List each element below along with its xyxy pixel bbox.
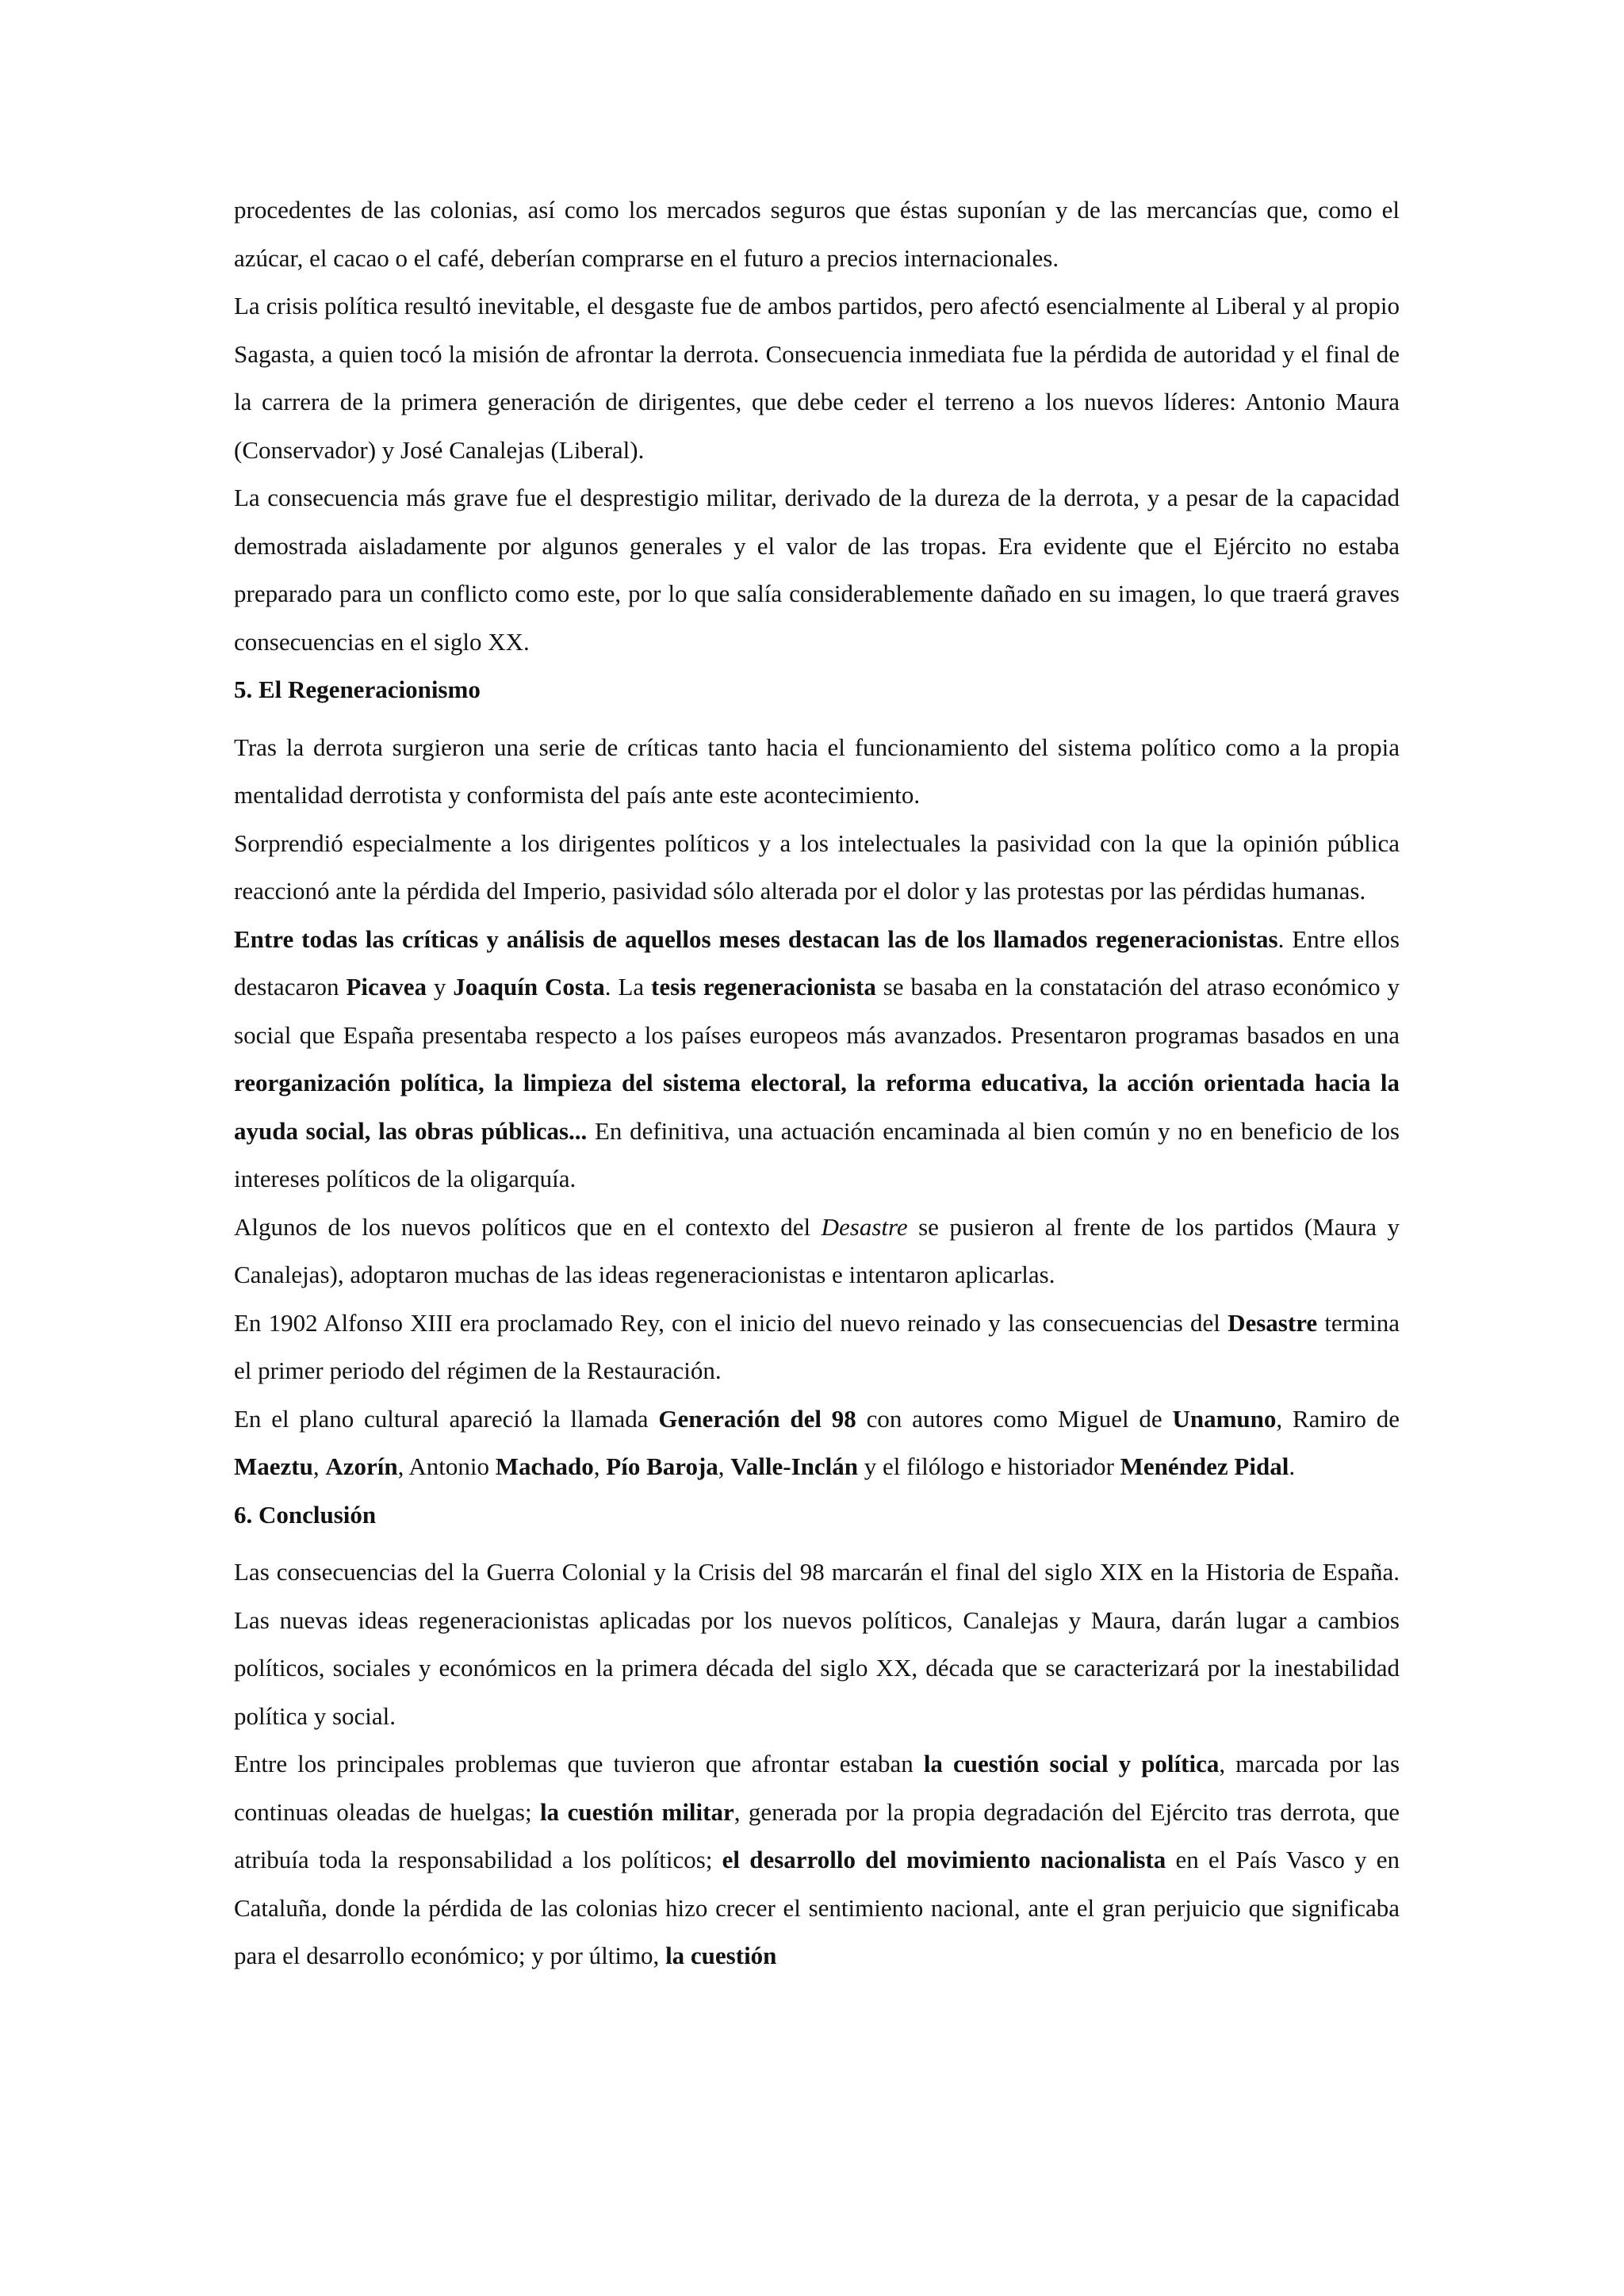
paragraph-main-problems: Entre los principales problemas que tuvieron que afrontar estaban la cuestión social y política, marcada por las continuas oleadas de huelgas; la cuestión militar, generada por la propia degradación del Ejército tras derrota, que atribuía toda la responsabilidad a los políticos; el desarrollo del movimiento nacionalista en el País Vasco y en Cataluña, donde la pérdida de las colonias hizo crecer el sentimiento nacional, ante el gran perjuicio que significaba para el desarrollo económico; y por último, la cuestión bbox=[234, 1750, 1400, 1969]
bold-text: Machado bbox=[495, 1452, 594, 1480]
paragraph-colonial-markets: procedentes de las colonias, así como los mercados seguros que éstas suponían y de las mercancías que, como el azúcar, el cacao o el café, deberían comprarse en el futuro a precios internacionales. bbox=[234, 196, 1400, 272]
bold-text: la cuestión militar bbox=[540, 1797, 734, 1826]
bold-text: Pío Baroja bbox=[606, 1452, 718, 1480]
paragraph-generacion-98: En el plano cultural apareció la llamada Generación del 98 con autores como Miguel de Unamuno, Ramiro de Maeztu, Azorín, Antonio Machado, Pío Baroja, Valle-Inclán y el filólogo e historiador Menéndez Pidal. bbox=[234, 1404, 1400, 1480]
bold-text: el desarrollo del movimiento nacionalista bbox=[722, 1846, 1166, 1873]
bold-text: Entre todas las críticas y análisis de aquellos meses destacan las de los llamados regeneracionistas bbox=[234, 924, 1278, 953]
paragraph-public-passivity: Sorprendió especialmente a los dirigentes políticos y a los intelectuales la pasividad con la que la opinión pública reaccionó ante la pérdida del Imperio, pasividad sólo alterada por el dolor y las protestas por las pérdidas humanas. bbox=[234, 828, 1400, 905]
bold-text: Unamuno bbox=[1172, 1404, 1277, 1433]
bold-text: la cuestión bbox=[665, 1942, 777, 1969]
paragraph-political-crisis: La crisis política resultó inevitable, el desgaste fue de ambos partidos, pero afectó esencialmente al Liberal y al propio Sagasta, a quien tocó la misión de afrontar la derrota. Consecuencia inmediata fue la pérdida de autoridad y el final de la carrera de la primera generación de dirigentes, que debe ceder el terreno a los nuevos líderes: Antonio Maura (Conservador) y José Canalejas (Liberal). bbox=[234, 292, 1400, 464]
document-page bbox=[234, 186, 1400, 1980]
paragraph-alfonso-xiii: En 1902 Alfonso XIII era proclamado Rey, con el inicio del nuevo reinado y las consecuencias del Desastre termina el primer periodo del régimen de la Restauración. bbox=[234, 1308, 1400, 1384]
bold-text: Joaquín Costa bbox=[453, 973, 605, 1001]
bold-text: Picavea bbox=[346, 973, 427, 1001]
paragraph-regeneracionistas: Entre todas las críticas y análisis de aquellos meses destacan las de los llamados regeneracionistas. Entre ellos destacaron Picavea y Joaquín Costa. La tesis regeneracionista se basaba en la constatación del atraso económico y social que España presentaba respecto a los países europeos más avanzados. Presentaron programas basados en una reorganización política, la limpieza del sistema electoral, la reforma educativa, la acción orientada hacia la ayuda social, las obras públicas... En definitiva, una actuación encaminada al bien común y no en beneficio de los intereses políticos de la oligarquía. bbox=[234, 924, 1400, 1192]
paragraph-military-discredit: La consecuencia más grave fue el desprestigio militar, derivado de la dureza de la derrota, y a pesar de la capacidad demostrada aisladamente por algunos generales y el valor de las tropas. Era evidente que el Ejército no estaba preparado para un conflicto como este, por lo que salía considerablemente dañado en su imagen, lo que traerá graves consecuencias en el siglo XX. bbox=[234, 484, 1400, 656]
bold-text: Maeztu bbox=[234, 1452, 313, 1480]
bold-text: Generación del 98 bbox=[658, 1404, 856, 1433]
italic-text: Desastre bbox=[821, 1212, 908, 1241]
paragraph-new-politicians: Algunos de los nuevos políticos que en el contexto del Desastre se pusieron al frente de los partidos (Maura y Canalejas), adoptaron muchas de las ideas regeneracionistas e intentaron aplicarlas. bbox=[234, 1212, 1400, 1288]
bold-text: Menéndez Pidal bbox=[1120, 1452, 1289, 1480]
paragraph-consequences: Las consecuencias del la Guerra Colonial y la Crisis del 98 marcarán el final del siglo XIX en la Historia de España. Las nuevas ideas regeneracionistas aplicadas por los nuevos políticos, Canalejas y Maura, darán lugar a cambios políticos, sociales y económicos en la primera década del siglo XX, década que se caracterizará por la inestabilidad política y social. bbox=[234, 1558, 1400, 1730]
bold-text: tesis regeneracionista bbox=[651, 973, 876, 1001]
section-heading-conclusion: 6. Conclusión bbox=[234, 1500, 377, 1529]
bold-text: la cuestión social y política bbox=[923, 1750, 1220, 1777]
bold-text: Desastre bbox=[1228, 1308, 1318, 1337]
bold-text: Valle-Inclán bbox=[730, 1452, 859, 1480]
bold-text: Azorín bbox=[325, 1452, 398, 1480]
section-heading-regeneracionismo: 5. El Regeneracionismo bbox=[234, 675, 481, 703]
paragraph-critiques: Tras la derrota surgieron una serie de críticas tanto hacia el funcionamiento del sistema político como a la propia mentalidad derrotista y conformista del país ante este acontecimiento. bbox=[234, 733, 1400, 809]
bold-text: reorganización política, la limpieza del sistema electoral, la reforma educativa, la acción orientada hacia la ayuda social, las obras públicas... bbox=[234, 1069, 1400, 1145]
